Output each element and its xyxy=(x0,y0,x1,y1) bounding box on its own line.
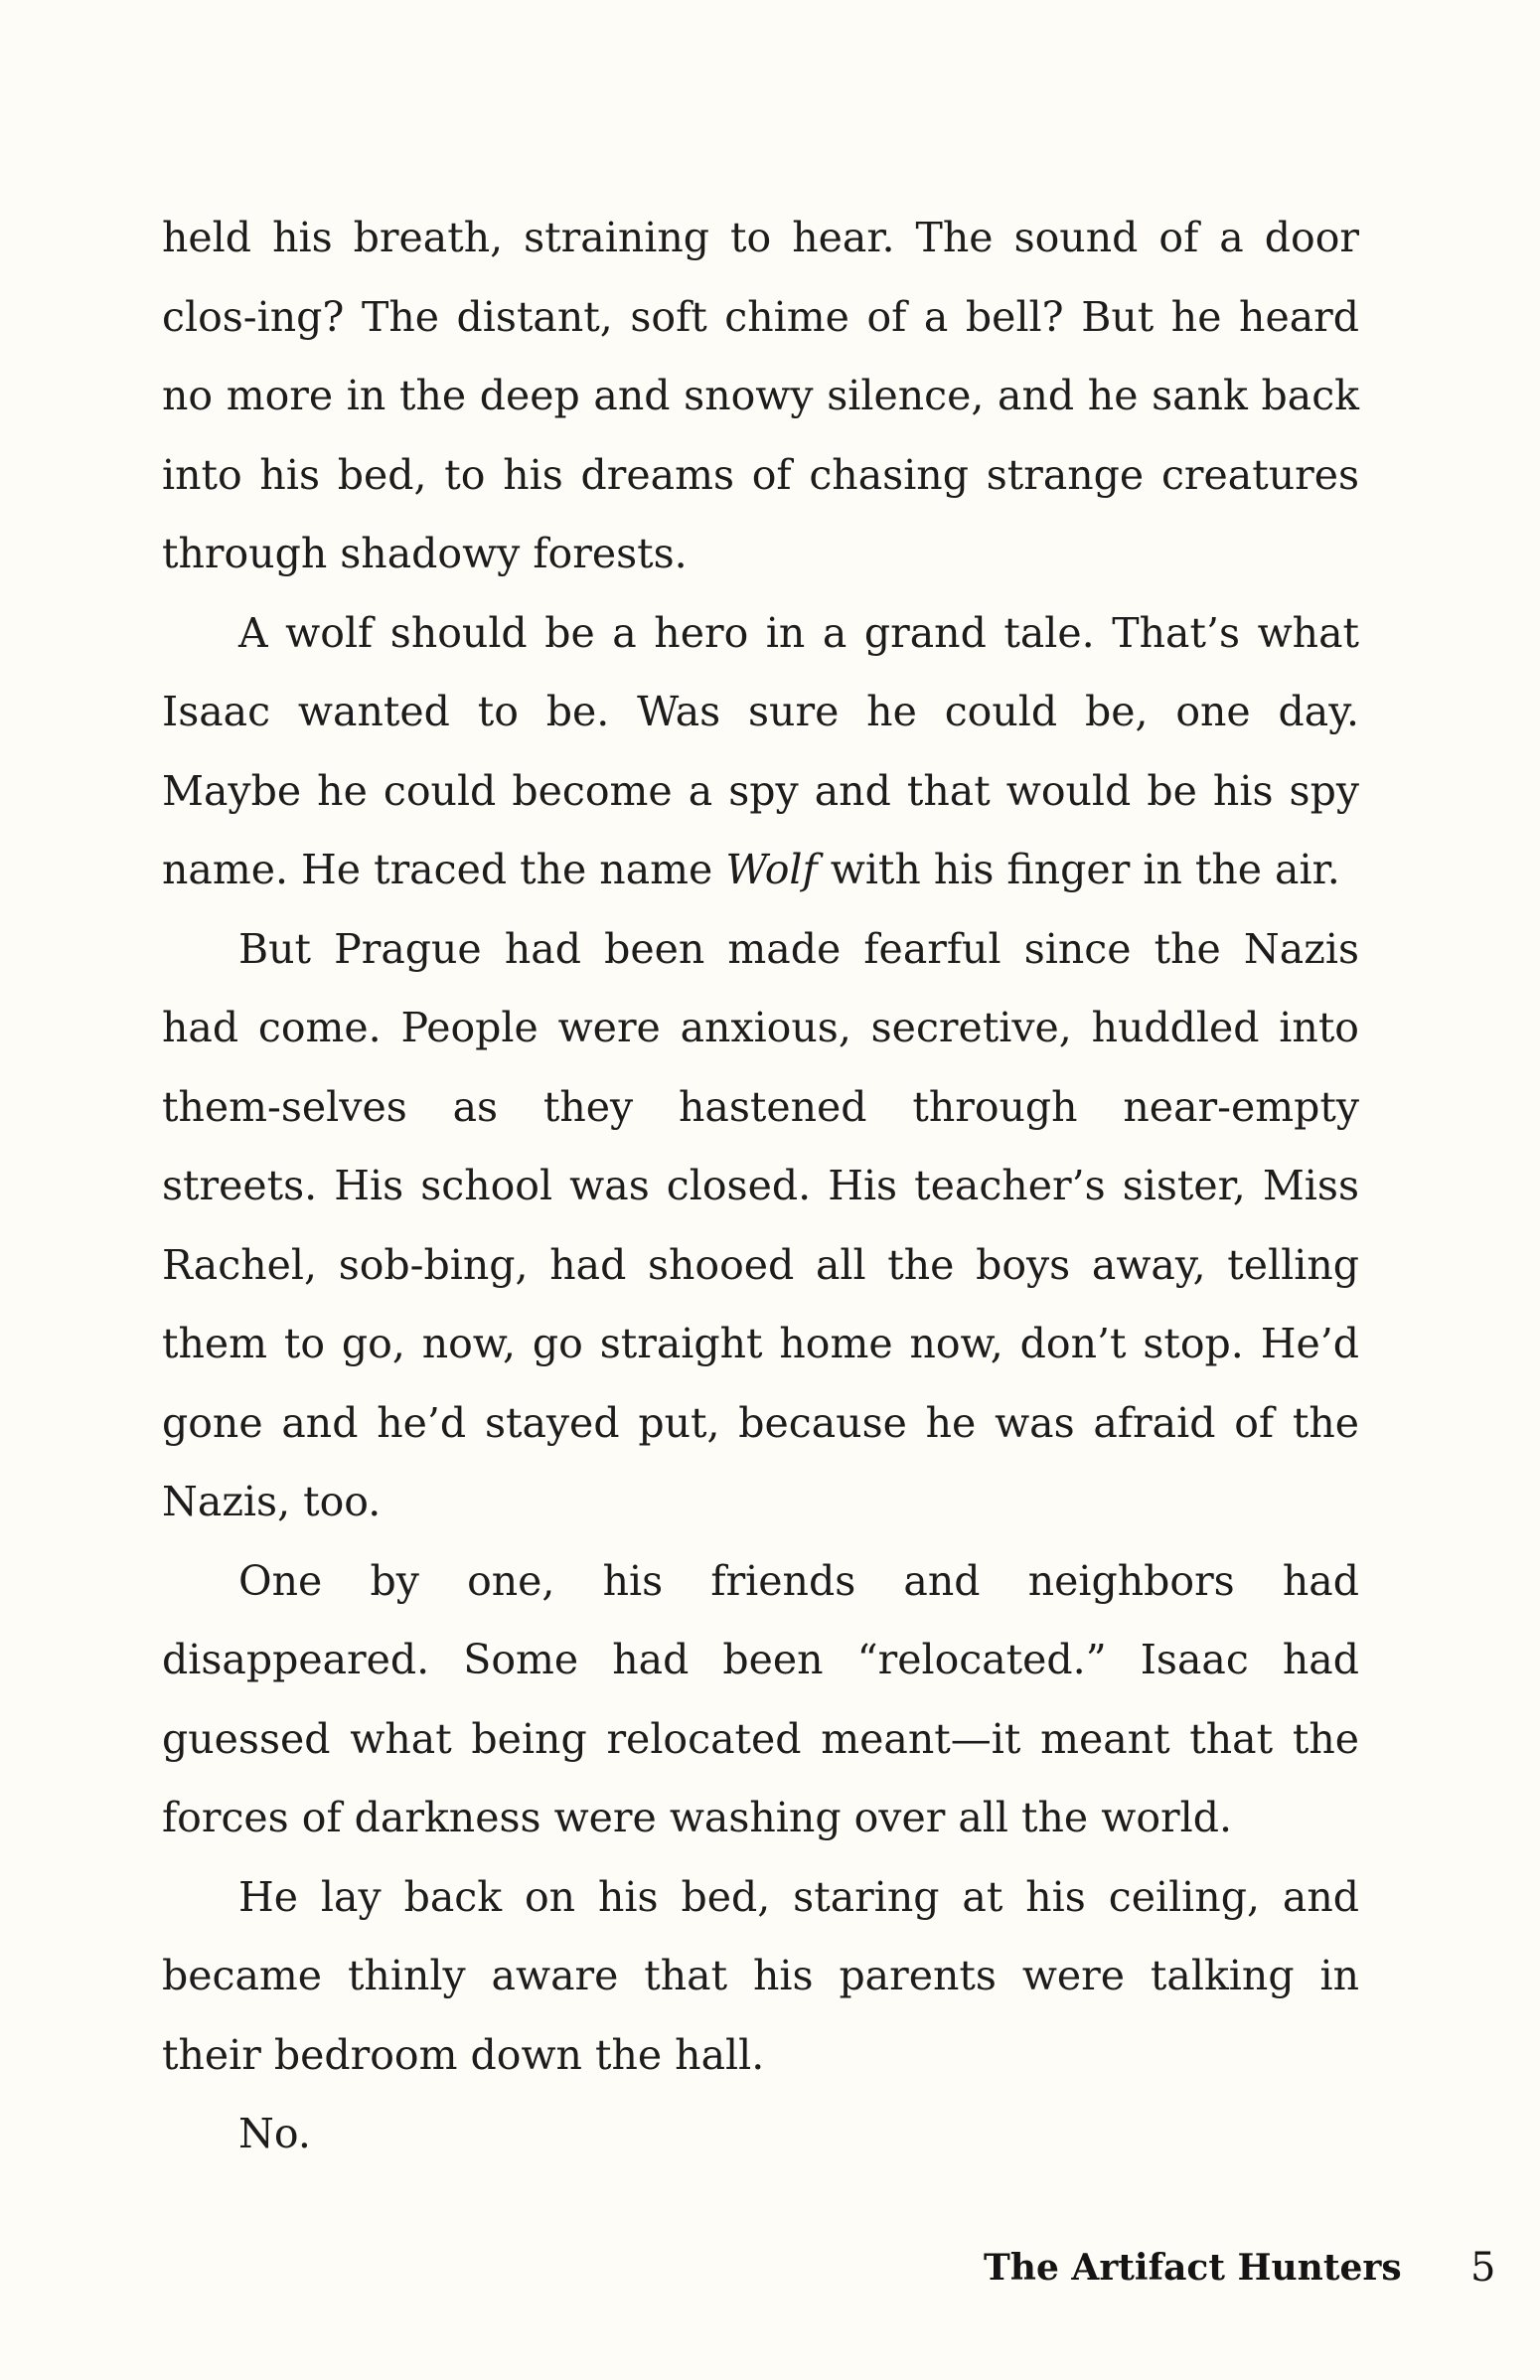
running-footer-title: The Artifact Hunters xyxy=(984,2247,1402,2289)
paragraph-2 xyxy=(162,594,1359,910)
paragraph-text: A wolf should be a hero in a grand tale. That’s what Isaac wanted to be. Was sure he could be, one day. Maybe he could become a spy and that would be his spy name. He traced the name xyxy=(162,608,1359,893)
paragraph-text: held his breath, straining to hear. The sound of a door clos-ing? The distant, soft chime of a bell? But he heard no more in the deep and snowy silence, and he sank back into his bed, to his dreams of chasing strange creatures through shadowy forests. xyxy=(162,214,1359,577)
paragraph-5 xyxy=(162,1858,1359,2096)
paragraph-6 xyxy=(162,2095,1359,2174)
paragraph-text: No. xyxy=(238,2110,311,2157)
paragraph-text: He lay back on his bed, staring at his ceiling, and became thinly aware that his parents were talking in their bedroom down the hall. xyxy=(162,1872,1359,2079)
body-text xyxy=(162,199,1359,2174)
paragraph-1 xyxy=(162,199,1359,594)
paragraph-text: with his finger in the air. xyxy=(817,846,1340,893)
italic-name-wolf: Wolf xyxy=(725,846,818,893)
paragraph-4 xyxy=(162,1542,1359,1858)
page-number: 5 xyxy=(1470,2245,1496,2291)
paragraph-3 xyxy=(162,910,1359,1542)
paragraph-text: But Prague had been made fearful since the Nazis had come. People were anxious, secretive, huddled into them-selves as they hastened through near-empty streets. His school was closed. His teacher’s sister, Miss Rachel, sob-bing, had shooed all the boys away, telling them to go, now, go straight home now, don’t stop. He’d gone and he’d stayed put, because he was afraid of the Nazis, too. xyxy=(162,924,1359,1525)
paragraph-text: One by one, his friends and neighbors had disappeared. Some had been “relocated.” Isaac had guessed what being relocated meant—it meant that the forces of darkness were washing over all the world. xyxy=(162,1556,1359,1841)
